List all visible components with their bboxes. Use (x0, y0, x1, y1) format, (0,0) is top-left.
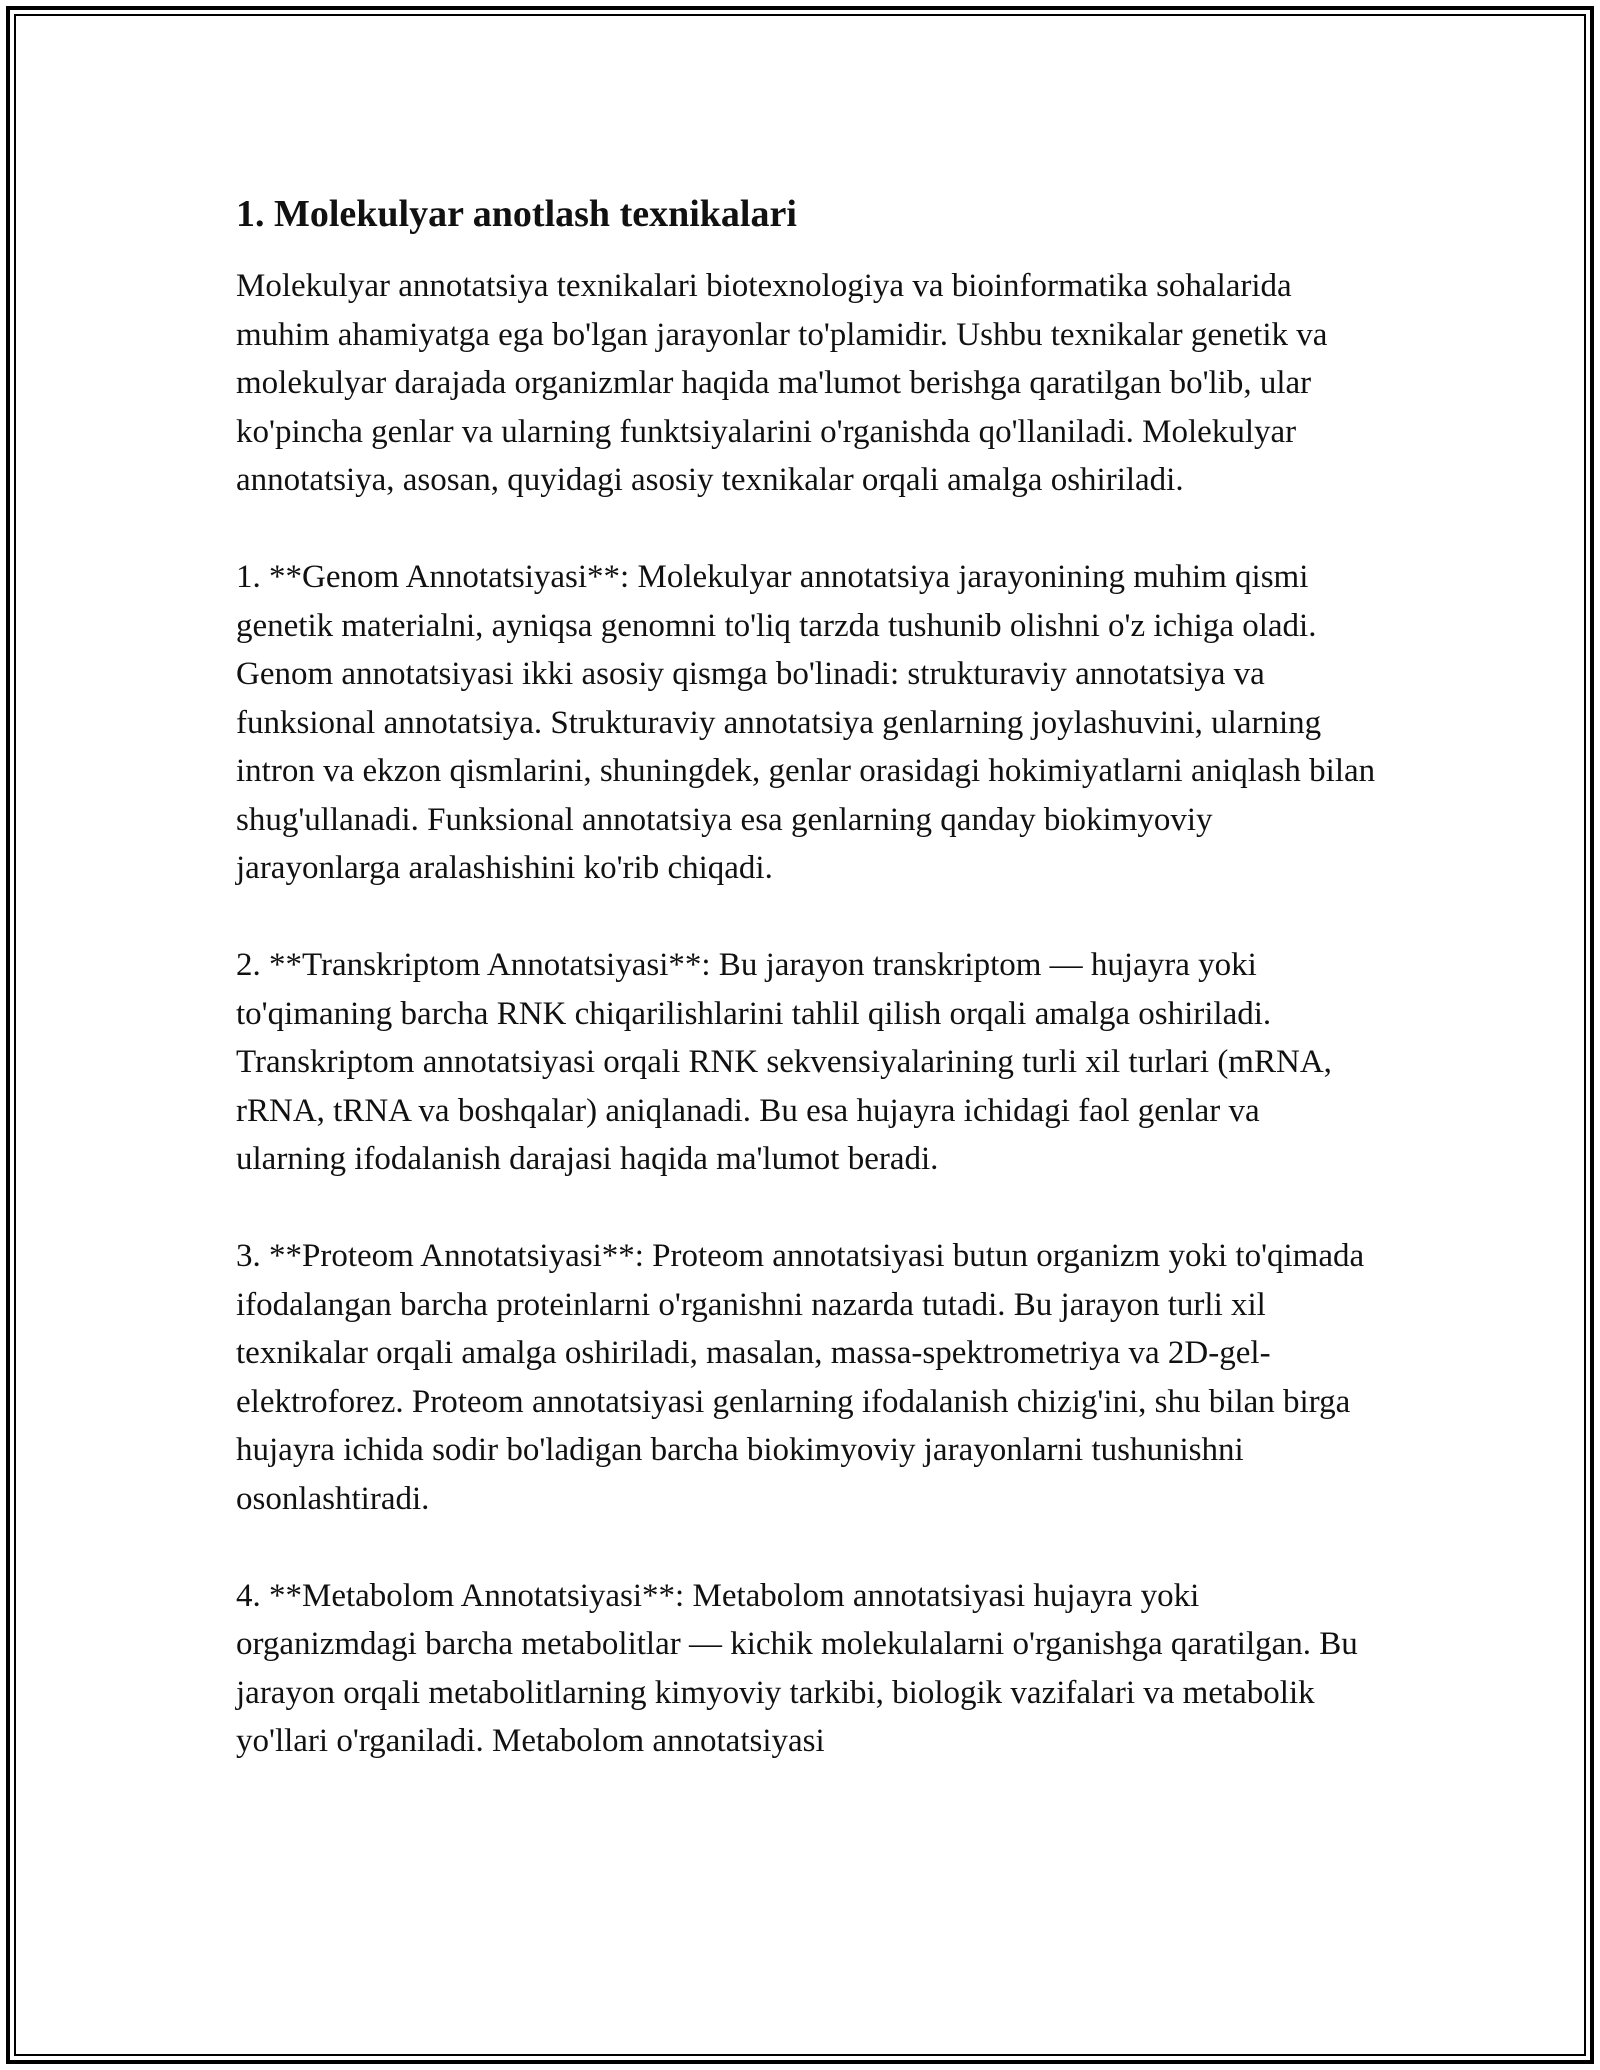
transcriptome-annotation-paragraph: 2. **Transkriptom Annotatsiyasi**: Bu jarayon transkriptom — hujayra yoki to'qimaning barcha RNK chiqarilishlarini tahlil qilish orqali amalga oshiriladi. Transkriptom annotatsiyasi orqali RNK sekvensiyalarining turli xil turlari (mRNA, rRNA, tRNA va boshqalar) aniqlanadi. Bu esa hujayra ichidagi faol genlar va ularning ifodalanish darajasi haqida ma'lumot beradi. (236, 947, 1332, 1177)
section-title: 1. Molekulyar anotlash texnikalari (236, 193, 797, 235)
proteome-annotation-paragraph: 3. **Proteom Annotatsiyasi**: Proteom annotatsiyasi butun organizm yoki to'qimada ifodalangan barcha proteinlarni o'rganishni nazarda tutadi. Bu jarayon turli xil texnikalar orqali amalga oshiriladi, masalan, massa-spektrometriya va 2D-gel-elektroforez. Proteom annotatsiyasi genlarning ifodalanish chizig'ini, shu bilan birga hujayra ichida sodir bo'ladigan barcha biokimyoviy jarayonlarni tushunishni osonlashtiradi. (236, 1238, 1365, 1517)
intro-paragraph: Molekulyar annotatsiya texnikalari biotexnologiya va bioinformatika sohalarida muhim ahamiyatga ega bo'lgan jarayonlar to'plamidir. Ushbu texnikalar genetik va molekulyar darajada organizmlar haqida ma'lumot berishga qaratilgan bo'lib, ular ko'pincha genlar va ularning funktsiyalarini o'rganishda qo'llaniladi. Molekulyar annotatsiya, asosan, quyidagi asosiy texnikalar orqali amalga oshiriladi. (236, 268, 1328, 498)
metabolome-annotation-paragraph: 4. **Metabolom Annotatsiyasi**: Metabolom annotatsiyasi hujayra yoki organizmdagi barcha metabolitlar — kichik molekulalarni o'rganishga qaratilgan. Bu jarayon orqali metabolitlarning kimyoviy tarkibi, biologik vazifalari va metabolik yo'llari o'rganiladi. Metabolom annotatsiyasi (236, 1577, 1358, 1759)
genome-annotation-paragraph: 1. **Genom Annotatsiyasi**: Molekulyar annotatsiya jarayonining muhim qismi genetik materialni, ayniqsa genomni to'liq tarzda tushunib olishni o'z ichiga oladi. Genom annotatsiyasi ikki asosiy qismga bo'linadi: strukturaviy annotatsiya va funksional annotatsiya. Strukturaviy annotatsiya genlarning joylashuvini, ularning intron va ekzon qismlarini, shuningdek, genlar orasidagi hokimiyatlarni aniqlash bilan shug'ullanadi. Funksional annotatsiya esa genlarning qanday biokimyoviy jarayonlarga aralashishini ko'rib chiqadi. (236, 559, 1376, 886)
document-body (236, 186, 1376, 1814)
